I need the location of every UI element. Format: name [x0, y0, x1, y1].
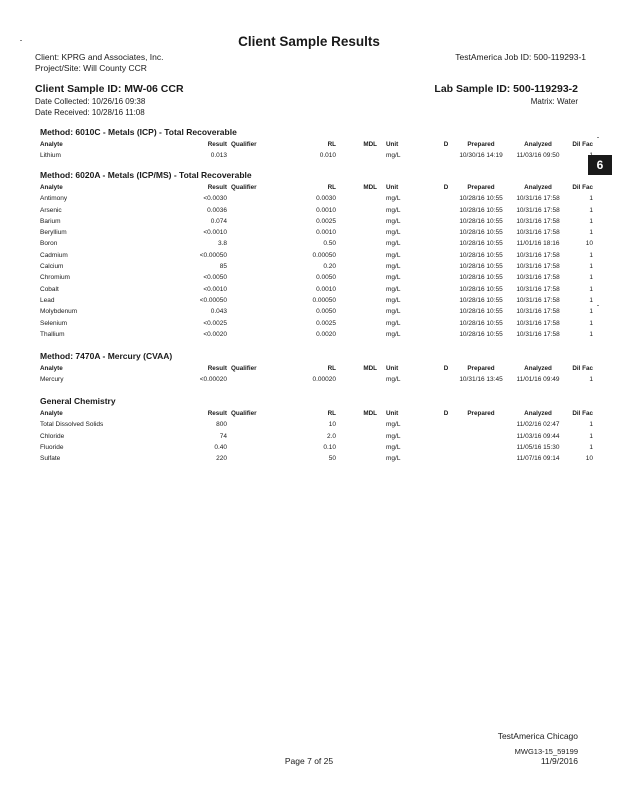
cell-analyzed: 10/31/16 17:58 [516, 217, 560, 225]
cell-analyzed: 10/31/16 17:58 [516, 263, 560, 271]
column-header-unit: Unit [386, 365, 399, 372]
table-row [40, 150, 593, 161]
table-row [40, 453, 593, 464]
results-table [40, 139, 593, 162]
cell-prepared: 10/28/16 10:55 [459, 308, 503, 316]
cell-unit: mg/L [386, 274, 401, 282]
cell-unit: mg/L [386, 432, 401, 440]
cell-mdl [336, 284, 377, 295]
cell-rl: 0.0025 [316, 319, 336, 327]
cell-mdl [336, 150, 377, 161]
cell-qualifier [227, 150, 285, 161]
cell-d [439, 227, 453, 238]
cell-mdl [336, 442, 377, 453]
cell-prepared: 10/28/16 10:55 [459, 319, 503, 327]
cell-d [439, 150, 453, 161]
cell-analyzed: 11/01/16 09:49 [516, 376, 560, 384]
cell-analyzed: 11/05/16 15:30 [516, 443, 560, 451]
column-header-prepared: Prepared [467, 184, 495, 191]
column-header-dil-fac: Dil Fac [572, 410, 593, 417]
cell-unit: mg/L [386, 285, 401, 293]
table-row [40, 318, 593, 329]
cell-dil: 10 [585, 240, 593, 248]
column-header-analyzed: Analyzed [524, 184, 552, 191]
cell-rl: 0.0010 [316, 206, 336, 214]
cell-d [439, 193, 453, 204]
cell-analyzed: 11/03/16 09:44 [516, 432, 560, 440]
cell-unit: mg/L [386, 296, 401, 304]
cell-prepared [453, 453, 509, 464]
cell-analyte: Lead [40, 296, 55, 304]
cell-result: 0.013 [210, 152, 227, 160]
cell-result: 85 [219, 263, 227, 271]
cell-qualifier [227, 227, 285, 238]
cell-analyte: Cadmium [40, 251, 68, 259]
cell-rl: 50 [328, 455, 336, 463]
cell-mdl [336, 306, 377, 317]
table-header-row [40, 408, 593, 419]
cell-qualifier [227, 238, 285, 249]
project-site: Project/Site: Will County CCR [35, 63, 147, 73]
table-row [40, 284, 593, 295]
cell-qualifier [227, 431, 285, 442]
cell-analyte: Mercury [40, 376, 64, 384]
cell-mdl [336, 453, 377, 464]
table-header-row [40, 139, 593, 150]
cell-d [439, 272, 453, 283]
cell-result: 220 [216, 455, 227, 463]
cell-dil: 1 [589, 152, 593, 160]
table-row [40, 442, 593, 453]
cell-analyte: Selenium [40, 319, 68, 327]
cell-unit: mg/L [386, 455, 401, 463]
column-header-analyte: Analyte [40, 141, 63, 148]
cell-analyte: Antimony [40, 195, 68, 203]
scan-speck [20, 40, 22, 41]
cell-analyte: Lithium [40, 152, 61, 160]
cell-analyzed: 10/31/16 17:58 [516, 206, 560, 214]
column-header-unit: Unit [386, 410, 399, 417]
cell-rl: 0.010 [319, 152, 336, 160]
cell-unit: mg/L [386, 330, 401, 338]
cell-rl: 0.00020 [312, 376, 336, 384]
cell-result: <0.00050 [199, 251, 227, 259]
cell-analyte: Chloride [40, 432, 65, 440]
column-header-rl: RL [327, 141, 336, 148]
cell-mdl [336, 431, 377, 442]
cell-dil: 1 [589, 319, 593, 327]
cell-qualifier [227, 205, 285, 216]
method-title: Method: 6010C - Metals (ICP) - Total Recoverable [40, 127, 237, 137]
cell-d [439, 284, 453, 295]
cell-mdl [336, 205, 377, 216]
matrix: Matrix: Water [530, 97, 578, 106]
column-header-rl: RL [327, 410, 336, 417]
column-header-mdl: MDL [363, 141, 377, 148]
table-row [40, 261, 593, 272]
cell-dil: 1 [589, 285, 593, 293]
method-section [40, 351, 593, 386]
cell-d [439, 318, 453, 329]
results-table [40, 408, 593, 464]
cell-result: <0.0025 [203, 319, 227, 327]
cell-d [439, 306, 453, 317]
cell-qualifier [227, 295, 285, 306]
column-header-analyzed: Analyzed [524, 365, 552, 372]
column-header-prepared: Prepared [467, 365, 495, 372]
column-header-dil-fac: Dil Fac [572, 184, 593, 191]
cell-result: <0.0030 [203, 195, 227, 203]
cell-prepared: 10/28/16 10:55 [459, 206, 503, 214]
cell-mdl [336, 318, 377, 329]
cell-d [439, 419, 453, 430]
cell-result: <0.00050 [199, 296, 227, 304]
cell-analyzed: 10/31/16 17:58 [516, 285, 560, 293]
cell-qualifier [227, 306, 285, 317]
cell-analyzed: 11/03/16 09:50 [516, 152, 560, 160]
client-sample-id: Client Sample ID: MW-06 CCR [35, 83, 184, 95]
cell-rl: 0.0010 [316, 229, 336, 237]
column-header-result: Result [207, 141, 227, 148]
column-header-d: D [443, 184, 449, 191]
cell-mdl [336, 238, 377, 249]
cell-qualifier [227, 329, 285, 340]
column-header-result: Result [207, 365, 227, 372]
page-title: Client Sample Results [238, 34, 380, 49]
page-number: Page 7 of 25 [284, 756, 334, 766]
column-header-analyte: Analyte [40, 184, 63, 191]
cell-analyzed: 10/31/16 17:58 [516, 251, 560, 259]
cell-qualifier [227, 193, 285, 204]
cell-prepared: 10/28/16 10:55 [459, 296, 503, 304]
cell-analyte: Barium [40, 217, 61, 225]
cell-dil: 1 [589, 217, 593, 225]
cell-result: 0.0036 [207, 206, 227, 214]
cell-result: 3.8 [217, 240, 227, 248]
column-header-qualifier: Qualifier [231, 184, 257, 191]
cell-unit: mg/L [386, 195, 401, 203]
cell-unit: mg/L [386, 263, 401, 271]
cell-result: 74 [219, 432, 227, 440]
cell-d [439, 238, 453, 249]
column-header-prepared: Prepared [467, 141, 495, 148]
column-header-result: Result [207, 184, 227, 191]
cell-prepared: 10/28/16 10:55 [459, 263, 503, 271]
cell-qualifier [227, 442, 285, 453]
cell-prepared: 10/31/16 13:45 [459, 376, 503, 384]
cell-qualifier [227, 318, 285, 329]
column-header-unit: Unit [386, 141, 399, 148]
cell-dil: 1 [589, 195, 593, 203]
table-row [40, 216, 593, 227]
cell-prepared [453, 442, 509, 453]
table-row [40, 272, 593, 283]
scan-speck [597, 305, 599, 306]
cell-analyte: Total Dissolved Solids [40, 421, 104, 429]
cell-dil: 1 [589, 206, 593, 214]
cell-rl: 0.0010 [316, 285, 336, 293]
method-title: Method: 7470A - Mercury (CVAA) [40, 351, 173, 361]
cell-d [439, 205, 453, 216]
cell-analyzed: 10/31/16 17:58 [516, 319, 560, 327]
column-header-unit: Unit [386, 184, 399, 191]
cell-analyte: Molybdenum [40, 308, 78, 316]
column-header-dil-fac: Dil Fac [572, 141, 593, 148]
table-row [40, 250, 593, 261]
cell-dil: 1 [589, 229, 593, 237]
cell-mdl [336, 193, 377, 204]
column-header-d: D [443, 410, 449, 417]
cell-analyte: Calcium [40, 263, 64, 271]
column-header-analyzed: Analyzed [524, 141, 552, 148]
date-collected: Date Collected: 10/26/16 09:38 [35, 97, 146, 106]
column-header-analyte: Analyte [40, 410, 63, 417]
table-row [40, 306, 593, 317]
cell-d [439, 453, 453, 464]
cell-d [439, 374, 453, 385]
cell-d [439, 261, 453, 272]
scan-speck [597, 137, 599, 138]
cell-prepared: 10/28/16 10:55 [459, 330, 503, 338]
cell-rl: 0.00050 [312, 251, 336, 259]
cell-rl: 0.20 [323, 263, 336, 271]
cell-d [439, 250, 453, 261]
lab-sample-id: Lab Sample ID: 500-119293-2 [434, 83, 578, 95]
column-header-mdl: MDL [363, 410, 377, 417]
report-date: 11/9/2016 [540, 756, 578, 766]
table-row [40, 227, 593, 238]
column-header-d: D [443, 365, 449, 372]
cell-dil: 10 [585, 455, 593, 463]
column-header-qualifier: Qualifier [231, 141, 257, 148]
column-header-mdl: MDL [363, 184, 377, 191]
cell-result: <0.0050 [203, 274, 227, 282]
cell-rl: 0.0020 [316, 330, 336, 338]
cell-result: <0.0010 [203, 285, 227, 293]
cell-unit: mg/L [386, 206, 401, 214]
cell-dil: 1 [589, 330, 593, 338]
method-title: Method: 6020A - Metals (ICP/MS) - Total Recoverable [40, 170, 252, 180]
cell-prepared: 10/28/16 10:55 [459, 251, 503, 259]
cell-rl: 0.00050 [312, 296, 336, 304]
cell-result: 0.40 [214, 443, 227, 451]
cell-dil: 1 [589, 274, 593, 282]
cell-d [439, 329, 453, 340]
cell-analyte: Thallium [40, 330, 65, 338]
cell-unit: mg/L [386, 376, 401, 384]
cell-d [439, 216, 453, 227]
cell-d [439, 431, 453, 442]
cell-dil: 1 [589, 421, 593, 429]
cell-qualifier [227, 250, 285, 261]
client-name: Client: KPRG and Associates, Inc. [35, 52, 164, 62]
method-section [40, 127, 593, 162]
cell-result: 800 [216, 421, 227, 429]
cell-prepared: 10/28/16 10:55 [459, 285, 503, 293]
cell-analyzed: 10/31/16 17:58 [516, 296, 560, 304]
footer-stamp: MWG13-15_59199 [514, 747, 578, 756]
cell-mdl [336, 227, 377, 238]
cell-analyte: Fluoride [40, 443, 64, 451]
cell-mdl [336, 329, 377, 340]
method-section [40, 170, 593, 340]
cell-mdl [336, 250, 377, 261]
cell-qualifier [227, 216, 285, 227]
job-id: TestAmerica Job ID: 500-119293-1 [455, 52, 586, 62]
cell-rl: 0.0030 [316, 195, 336, 203]
cell-unit: mg/L [386, 251, 401, 259]
table-row [40, 205, 593, 216]
cell-unit: mg/L [386, 443, 401, 451]
cell-qualifier [227, 261, 285, 272]
cell-d [439, 442, 453, 453]
table-header-row [40, 182, 593, 193]
cell-qualifier [227, 374, 285, 385]
cell-analyzed: 10/31/16 17:58 [516, 195, 560, 203]
cell-unit: mg/L [386, 319, 401, 327]
cell-rl: 0.0050 [316, 274, 336, 282]
method-section [40, 396, 593, 464]
column-header-qualifier: Qualifier [231, 410, 257, 417]
cell-prepared: 10/28/16 10:55 [459, 217, 503, 225]
cell-analyzed: 11/07/16 09:14 [516, 455, 560, 463]
cell-result: 0.074 [210, 217, 227, 225]
cell-mdl [336, 419, 377, 430]
column-header-rl: RL [327, 184, 336, 191]
table-row [40, 295, 593, 306]
method-title: General Chemistry [40, 396, 116, 406]
cell-result: <0.00020 [199, 376, 227, 384]
column-header-dil-fac: Dil Fac [572, 365, 593, 372]
results-table [40, 363, 593, 386]
cell-analyte: Chromium [40, 274, 70, 282]
cell-unit: mg/L [386, 152, 401, 160]
cell-analyzed: 11/01/16 18:16 [516, 240, 560, 248]
column-header-mdl: MDL [363, 365, 377, 372]
cell-prepared: 10/28/16 10:55 [459, 195, 503, 203]
cell-dil: 1 [589, 308, 593, 316]
cell-mdl [336, 216, 377, 227]
table-row [40, 419, 593, 430]
cell-analyte: Cobalt [40, 285, 59, 293]
cell-unit: mg/L [386, 421, 401, 429]
cell-dil: 1 [589, 263, 593, 271]
cell-result: <0.0020 [203, 330, 227, 338]
results-table [40, 182, 593, 340]
table-header-row [40, 363, 593, 374]
cell-prepared [453, 431, 509, 442]
cell-analyte: Sulfate [40, 455, 61, 463]
cell-rl: 10 [328, 421, 336, 429]
column-header-qualifier: Qualifier [231, 365, 257, 372]
cell-analyzed: 10/31/16 17:58 [516, 229, 560, 237]
cell-result: 0.043 [210, 308, 227, 316]
column-header-rl: RL [327, 365, 336, 372]
cell-unit: mg/L [386, 308, 401, 316]
cell-qualifier [227, 419, 285, 430]
cell-dil: 1 [589, 251, 593, 259]
cell-analyte: Arsenic [40, 206, 62, 214]
cell-analyte: Boron [40, 240, 58, 248]
cell-qualifier [227, 272, 285, 283]
cell-mdl [336, 272, 377, 283]
cell-prepared: 10/30/16 14:19 [459, 152, 503, 160]
cell-dil: 1 [589, 432, 593, 440]
cell-rl: 2.0 [326, 432, 336, 440]
cell-analyzed: 11/02/16 02:47 [516, 421, 560, 429]
cell-dil: 1 [589, 296, 593, 304]
column-header-analyzed: Analyzed [524, 410, 552, 417]
cell-rl: 0.0025 [316, 217, 336, 225]
cell-mdl [336, 295, 377, 306]
cell-analyzed: 10/31/16 17:58 [516, 330, 560, 338]
cell-unit: mg/L [386, 217, 401, 225]
cell-mdl [336, 261, 377, 272]
cell-analyzed: 10/31/16 17:58 [516, 274, 560, 282]
cell-prepared: 10/28/16 10:55 [459, 274, 503, 282]
cell-prepared: 10/28/16 10:55 [459, 229, 503, 237]
cell-qualifier [227, 453, 285, 464]
cell-prepared [453, 419, 509, 430]
column-header-d: D [443, 141, 449, 148]
cell-prepared: 10/28/16 10:55 [459, 240, 503, 248]
table-row [40, 374, 593, 385]
cell-analyte: Beryllium [40, 229, 67, 237]
table-row [40, 193, 593, 204]
cell-unit: mg/L [386, 229, 401, 237]
cell-dil: 1 [589, 376, 593, 384]
section-tab: 6 [588, 155, 612, 175]
date-received: Date Received: 10/28/16 11:08 [35, 108, 145, 117]
cell-mdl [336, 374, 377, 385]
column-header-prepared: Prepared [467, 410, 495, 417]
cell-rl: 0.10 [323, 443, 336, 451]
cell-analyzed: 10/31/16 17:58 [516, 308, 560, 316]
cell-rl: 0.0050 [316, 308, 336, 316]
cell-dil: 1 [589, 443, 593, 451]
cell-rl: 0.50 [323, 240, 336, 248]
cell-result: <0.0010 [203, 229, 227, 237]
cell-d [439, 295, 453, 306]
lab-name: TestAmerica Chicago [497, 731, 578, 741]
cell-unit: mg/L [386, 240, 401, 248]
column-header-analyte: Analyte [40, 365, 63, 372]
cell-qualifier [227, 284, 285, 295]
table-row [40, 238, 593, 249]
column-header-result: Result [207, 410, 227, 417]
table-row [40, 431, 593, 442]
table-row [40, 329, 593, 340]
